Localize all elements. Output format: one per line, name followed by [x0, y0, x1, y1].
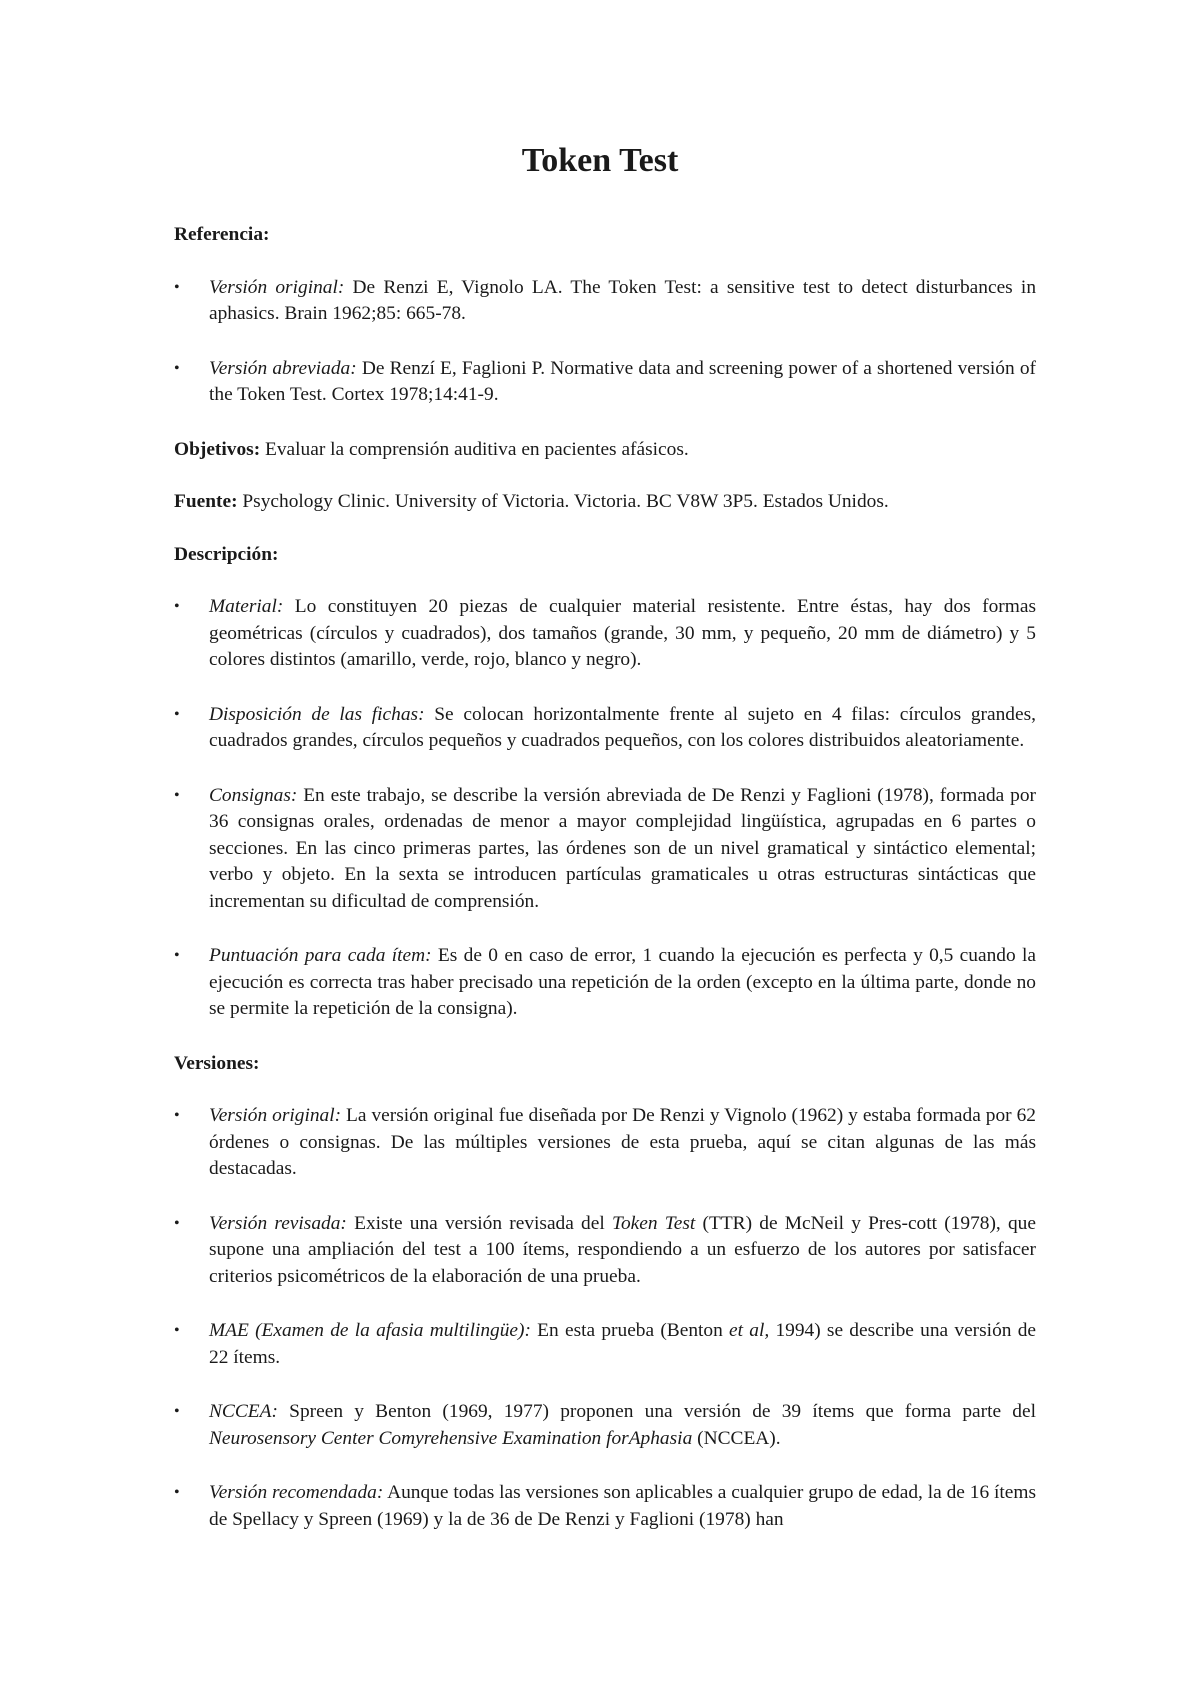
item-label: Versión original: — [209, 276, 345, 298]
item-text: Se colocan horizontalmente frente al sujeto en 4 filas: círculos grandes, cuadrados grandes, círculos pequeños y cuadrados pequeños, con los colores distribuidos aleatoriamente. — [209, 703, 1036, 751]
item-text: En esta prueba (Benton — [530, 1320, 730, 1341]
item-text: Existe una versión revisada del — [346, 1212, 612, 1234]
bullet-icon: • — [174, 1107, 180, 1124]
item-text: La versión original fue diseñada por De Renzi y Vignolo (1962) y estaba formada por 62 órdenes o consignas. De las múltiples versiones de esta prueba, aquí se citan algunas de las más destacadas. — [209, 1105, 1036, 1179]
referencia-heading: Referencia: — [174, 224, 270, 245]
versiones-list — [174, 1103, 1036, 1533]
page-title: Token Test — [521, 142, 679, 179]
list-item — [174, 1211, 1036, 1291]
item-text: En este trabajo, se describe la versión abreviada de De Renzi y Faglioni (1978), formada por 36 consignas orales, ordenadas de menor a mayor complejidad lingüística, agrupadas en 6 partes o secciones. En las cinco primeras partes, las órdenes son de un nivel gramatical y sintáctico elemental; verbo y objeto. En la sexta se introducen partículas gramaticales u otras estructuras sintácticas que incrementan su dificultad de comprensión. — [209, 784, 1036, 912]
bullet-icon: • — [174, 705, 180, 723]
bullet-icon: • — [174, 278, 180, 296]
item-italic: Token Test — [611, 1212, 696, 1234]
item-text: Spreen y Benton (1969, 1977) proponen una versión de 39 ítems que forma parte del — [277, 1401, 1036, 1422]
objetivos-text: Evaluar la comprensión auditiva en pacientes afásicos. — [260, 438, 689, 460]
fuente-label: Fuente: — [174, 491, 238, 512]
item-label: Puntuación para cada ítem: — [209, 945, 432, 966]
bullet-icon: • — [174, 1322, 180, 1339]
list-item — [174, 594, 1036, 674]
bullet-icon: • — [174, 1484, 180, 1501]
versiones-heading: Versiones: — [174, 1052, 260, 1074]
objetivos-paragraph — [174, 437, 1036, 464]
bullet-icon: • — [174, 359, 180, 377]
item-label: Material: — [209, 596, 284, 617]
list-item — [174, 356, 1036, 409]
item-label: NCCEA: — [209, 1401, 278, 1422]
fuente-paragraph — [174, 489, 1036, 516]
referencia-list — [174, 275, 1036, 409]
item-label: Versión revisada: — [209, 1212, 347, 1234]
item-italic: et al, — [729, 1320, 770, 1341]
item-text: 1994) se describe una versión de 22 ítems. — [209, 1320, 1036, 1368]
item-text: De Renzi E, Vignolo LA. The Token Test: a sensitive test to detect disturbances in aphasics. Brain 1962;85: 665-78. — [209, 276, 1037, 324]
item-label: MAE (Examen de la afasia multilingüe): — [209, 1320, 531, 1341]
list-item — [174, 1318, 1036, 1371]
list-item — [174, 1103, 1036, 1183]
bullet-icon: • — [174, 947, 180, 964]
list-item — [174, 783, 1036, 916]
list-item — [174, 1480, 1036, 1533]
fuente-text: Psychology Clinic. University of Victoria. Victoria. BC V8W 3P5. Estados Unidos. — [237, 491, 889, 512]
item-label: Consignas: — [209, 784, 298, 806]
bullet-icon: • — [174, 1403, 180, 1420]
list-item — [174, 275, 1036, 328]
list-item — [174, 1399, 1036, 1452]
item-text: (NCCEA). — [692, 1427, 781, 1449]
item-text: Aunque todas las versiones son aplicables a cualquier grupo de edad, la de 16 ítems de Spellacy y Spreen (1969) y la de 36 de De Renzi y Faglioni (1978) han — [209, 1482, 1037, 1530]
list-item — [174, 943, 1036, 1023]
item-text: De Renzí E, Faglioni P. Normative data and screening power of a shortened versión of the Token Test. Cortex 1978;14:41-9. — [209, 357, 1036, 405]
bullet-icon: • — [174, 786, 180, 804]
item-label: Versión original: — [209, 1105, 342, 1126]
item-text: Es de 0 en caso de error, 1 cuando la ejecución es perfecta y 0,5 cuando la ejecución es correcta tras haber precisado una repetición de la orden (excepto en la última parte, donde no se permite la repetición de la consigna). — [209, 945, 1037, 1019]
descripcion-heading: Descripción: — [174, 543, 279, 565]
descripcion-list — [174, 594, 1036, 1023]
objetivos-label: Objetivos: — [174, 438, 261, 460]
item-text: (TTR) de McNeil y Pres-cott (1978), que supone una ampliación del test a 100 ítems, respondiendo a un esfuerzo de los autores por satisfacer criterios psicométricos de la elaboración de una prueba. — [209, 1212, 1036, 1287]
item-text: Lo constituyen 20 piezas de cualquier material resistente. Entre éstas, hay dos formas geométricas (círculos y cuadrados), dos tamaños (grande, 30 mm, y pequeño, 20 mm de diámetro) y 5 colores distintos (amarillo, verde, rojo, blanco y negro). — [209, 596, 1036, 670]
item-label: Versión recomendada: — [209, 1482, 384, 1503]
item-italic: Neurosensory Center Comyrehensive Examination forAphasia — [209, 1427, 693, 1449]
list-item — [174, 702, 1036, 755]
document-body — [174, 222, 1036, 1561]
bullet-icon: • — [174, 598, 180, 615]
item-label: Disposición de las fichas: — [209, 703, 425, 725]
bullet-icon: • — [174, 1214, 180, 1232]
item-label: Versión abreviada: — [209, 357, 357, 379]
